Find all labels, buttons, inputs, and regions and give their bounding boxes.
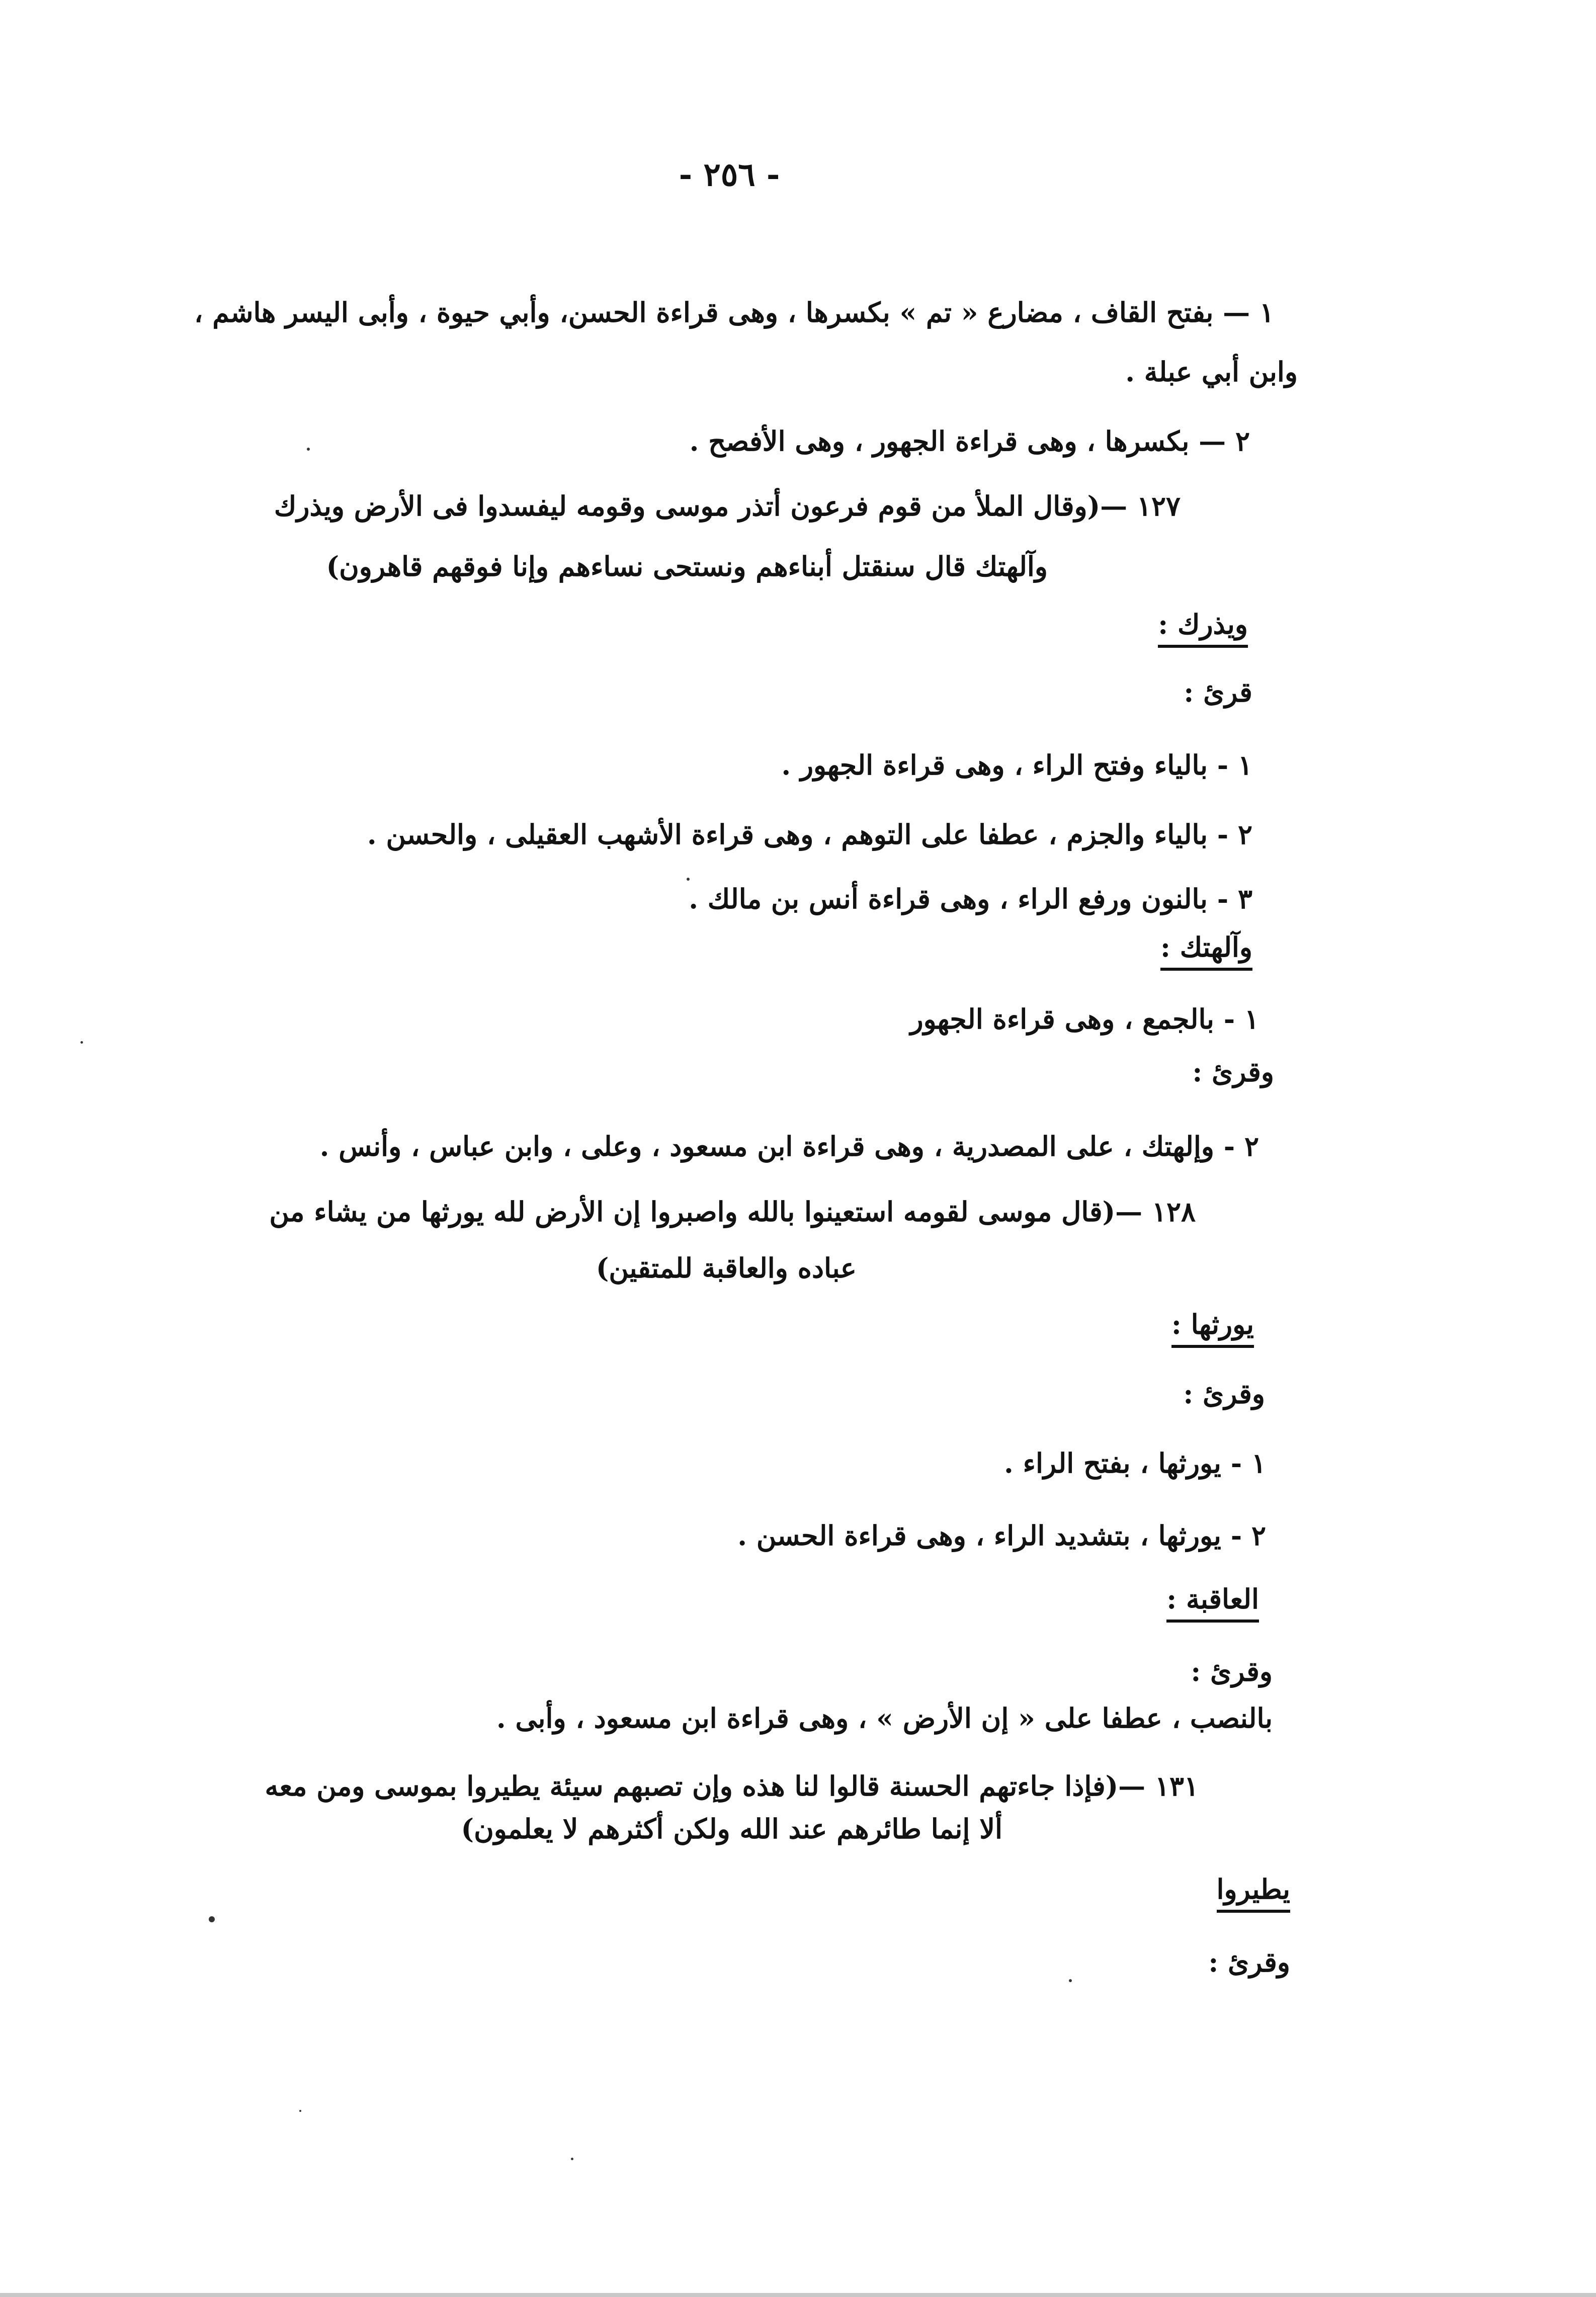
text-line: ٢ - وإلهتك ، على المصدرية ، وهى قراءة ابن مسعود ، وعلى ، وابن عباس ، وأنس . (319, 1130, 1259, 1162)
verse-line: ١٣١ —(فإذا جاءتهم الحسنة قالوا لنا هذه وإن تصبهم سيئة يطيروا بموسى ومن معه (265, 1770, 1199, 1802)
word-heading: يورثها : (1171, 1309, 1254, 1348)
text-line: وقرئ : (1192, 1056, 1274, 1088)
text-line: ١ - بالياء وفتح الراء ، وهى قراءة الجهور . (781, 749, 1252, 781)
verse-line: ألا إنما طائرهم عند الله ولكن أكثرهم لا يعلمون) (461, 1813, 1002, 1845)
page-bottom-edge (0, 2293, 1596, 2297)
verse-line: ١٢٨ —(قال موسى لقومه استعينوا بالله واصبروا إن الأرض لله يورثها من يشاء من (269, 1196, 1196, 1228)
scan-speck (571, 2158, 573, 2160)
scan-speck (299, 2110, 301, 2112)
verse-line: ١٢٧ —(وقال الملأ من قوم فرعون أتذر موسى وقومه ليفسدوا فى الأرض ويذرك (274, 490, 1181, 522)
text-line: ٢ - بالياء والجزم ، عطفا على التوهم ، وهى قراءة الأشهب العقيلى ، والحسن . (367, 818, 1252, 850)
word-heading: ويذرك : (1158, 609, 1248, 648)
text-line: ١ - بالجمع ، وهى قراءة الجهور (910, 1003, 1259, 1035)
text-line: وقرئ : (1208, 1946, 1290, 1978)
text-line: ١ — بفتح القاف ، مضارع « تم » بكسرها ، وهى قراءة الحسن، وأبي حيوة ، وأبى اليسر هاشم ، (194, 296, 1274, 328)
word-heading: وآلهتك : (1160, 931, 1252, 971)
verse-line: وآلهتك قال سنقتل أبناءهم ونستحى نساءهم وإنا فوقهم قاهرون) (326, 550, 1048, 582)
text-line: ٢ — بكسرها ، وهى قراءة الجهور ، وهى الأفصح . (689, 425, 1250, 457)
text-line: بالنصب ، عطفا على « إن الأرض » ، وهى قراءة ابن مسعود ، وأبى . (496, 1702, 1273, 1734)
scan-speck (1069, 1979, 1072, 1982)
text-line: وابن أبي عبلة . (1125, 356, 1298, 388)
scan-speck (307, 448, 310, 451)
word-heading: يطيروا (1217, 1874, 1291, 1913)
word-heading: العاقبة : (1166, 1583, 1259, 1623)
scan-speck (80, 1041, 83, 1044)
text-line: قرئ : (1184, 676, 1252, 708)
text-line: ١ - يورثها ، بفتح الراء . (1004, 1447, 1266, 1479)
scan-speck (209, 1916, 215, 1922)
text-line: ٢ - يورثها ، بتشديد الراء ، وهى قراءة الحسن . (737, 1519, 1266, 1552)
text-line: وقرئ : (1183, 1378, 1265, 1410)
text-line: وقرئ : (1191, 1655, 1273, 1687)
verse-line: عباده والعاقبة للمتقين) (596, 1252, 857, 1284)
scan-speck (687, 878, 690, 881)
page-number: - ٢٥٦ - (679, 156, 780, 194)
text-line: ٣ - بالنون ورفع الراء ، وهى قراءة أنس بن مالك . (689, 883, 1252, 915)
